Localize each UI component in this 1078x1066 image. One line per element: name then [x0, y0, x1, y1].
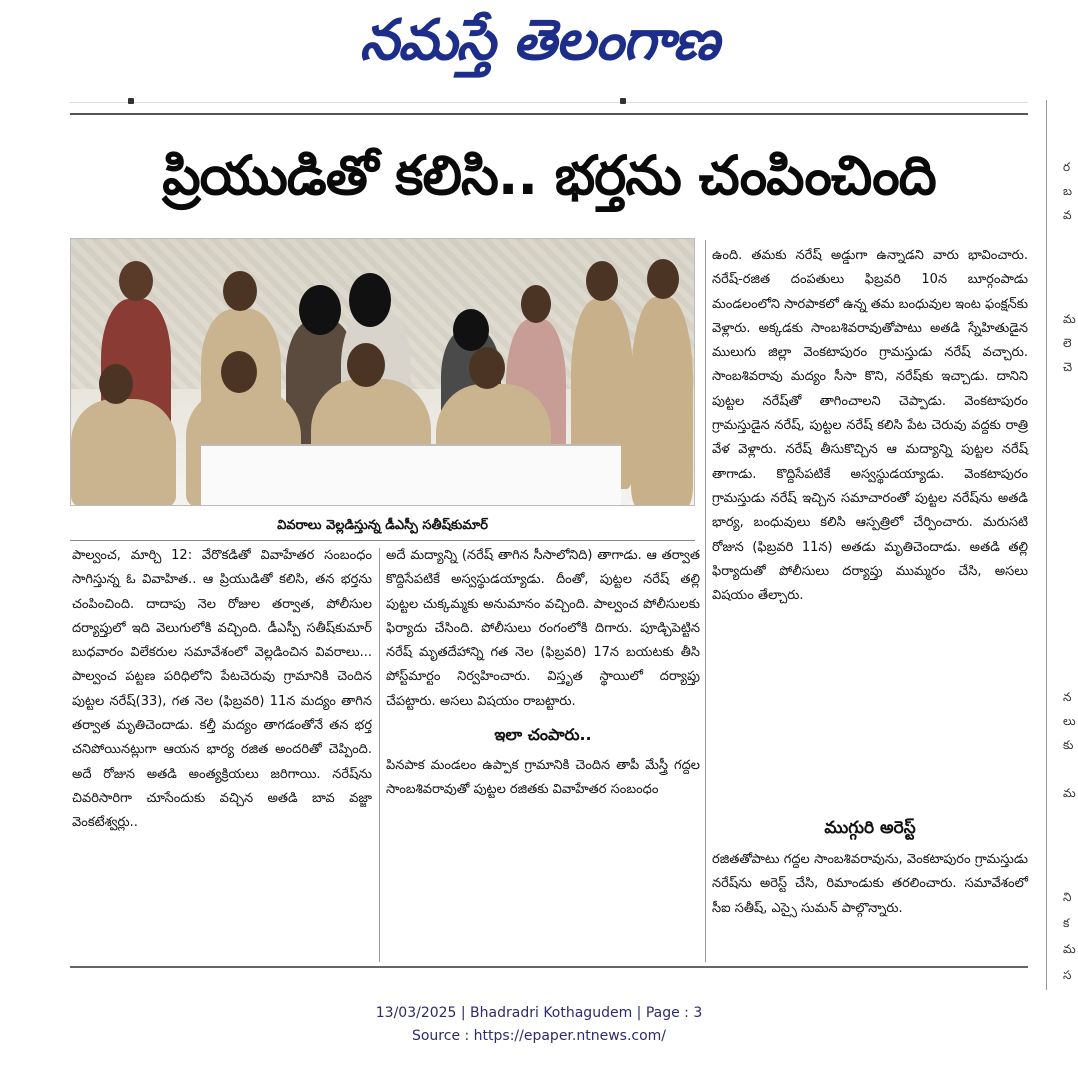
column-marker	[620, 98, 626, 104]
column-divider	[379, 548, 380, 962]
article-paragraph: ఉంది. తమకు నరేష్ అడ్డుగా ఉన్నాడని వారు భావించారు. నరేష్-రజిత దంపతులు ఫిబ్రవరి 10న బూర్గంపాడు మండలంలోని సారపాకలో ఉన్న తమ బంధువుల ఇంట ఫంక్షన్‌కు వెళ్లారు. అక్కడకు సాంబశివరావుతోపాటు అతడి స్నేహితుడైన ములుగు జిల్లా వెంకటాపురం గ్రామస్తుడు నరేష్ వచ్చారు. సాంబశివరావు మద్యం సీసా కొని, నరేష్‌కు ఇచ్చాడు. దానిని పుట్టల నరేష్‌తో తాగించాలని చెప్పాడు. వెంకటాపురం గ్రామస్తుడైన నరేష్, పుట్టల నరేష్ కలిసి పేట చెరువు వద్దకు రాత్రి వేళ వెళ్లారు. నరేష్ తీసుకొచ్చిన ఆ మద్యాన్ని పుట్టల నరేష్ తాగాడు. కొద్దిసేపటికే అస్వస్థుడయ్యాడు. వెంకటాపురం గ్రామస్తుడు నరేష్ ఇచ్చిన సమాచారంతో పుట్టల నరేష్‌ను అతడి భార్య, బంధువులు కలిసి ఆస్పత్రిలో చేర్పించారు. మరుసటి రోజున (ఫిబ్రవరి 11న) అతడు మృతిచెందాడు. అతడి తల్లి ఫిర్యాదుతో పోలీసులు దర్యాప్తు ముమ్మరం చేసి, అసలు విషయం తేల్చారు.	[712, 248, 1028, 604]
caption-divider	[70, 540, 695, 541]
article-paragraph: అదే మద్యాన్ని (నరేష్ తాగిన సీసాలోనిది) తాగాడు. ఆ తర్వాత కొద్దిసేపటికే అస్వస్థుడయ్యాడు. దీంతో, పుట్టల నరేష్ తల్లి పుట్టల చుక్కమ్మకు అనుమానం వచ్చింది. పాల్వంచ పోలీసులకు ఫిర్యాదు చేసింది. పోలీసులు రంగంలోకి దిగారు. పూడ్చిపెట్టిన నరేష్ మృతదేహాన్ని గత నెల (ఫిబ్రవరి) 17న బయటకు తీసి పోస్ట్‌మార్టం నిర్వహించారు. విస్తృత స్థాయిలో దర్యాప్తు చేపట్టారు. అసలు విషయం రాబట్టారు.	[386, 548, 700, 709]
headline: ప్రియుడితో కలిసి.. భర్తను చంపించింది	[162, 144, 936, 207]
adjacent-article-strip: ర బ వ మ లె చె న లు కు మ ని క మ స	[1046, 100, 1078, 990]
article-column-3-continued	[712, 848, 1028, 921]
news-photo	[70, 238, 695, 506]
photo-caption: వివరాలు వెల్లడిస్తున్న డీఎస్పీ సతీష్‌కుమార్	[277, 518, 488, 533]
footer-edition-info: 13/03/2025 | Bhadradri Kothagudem | Page : 3	[375, 1005, 703, 1021]
column-divider	[705, 240, 706, 962]
masthead-logo: నమస్తే తెలంగాణ	[359, 7, 719, 73]
subheading-ila-champaru: ఇలా చంపారు..	[494, 725, 592, 745]
article-column-2	[386, 544, 700, 803]
page-bottom-rule	[70, 966, 1028, 968]
column-marker	[128, 98, 134, 104]
subheading-arrest: ముగ్గురి అరెస్ట్	[824, 818, 916, 838]
masthead-divider-light	[70, 102, 1028, 103]
article-paragraph: పినపాక మండలం ఉప్పాక గ్రామానికి చెందిన తాపీ మేస్త్రీ గద్దల సాంబశివరావుతో పుట్టల రజితకు వివాహేతర సంబంధం	[386, 758, 700, 798]
article-paragraph: పాల్వంచ, మార్చి 12: వేరొకడితో వివాహేతర సంబంధం సాగిస్తున్న ఓ వివాహిత.. ఆ ప్రియుడితో కలిసి, తన భర్తను చంపించింది. దాదాపు నెల రోజుల తర్వాత, పోలీసుల దర్యాప్తులో ఇది వెలుగులోకి వచ్చింది. డీఎస్పీ సతీష్‌కుమార్ బుధవారం విలేకరుల సమావేశంలో వెల్లడించిన వివరాలు... పాల్వంచ పట్టణ పరిధిలోని పేటచెరువు గ్రామానికి చెందిన పుట్టల నరేష్(33), గత నెల (ఫిబ్రవరి) 11న మద్యం తాగిన తర్వాత మృతిచెందాడు. కల్తీ మద్యం తాగడంతోనే తన భర్త చనిపోయినట్లుగా ఆయన భార్య రజిత అందరితో చెప్పింది. అదే రోజున అతడి అంత్యక్రియలు జరిగాయి. నరేష్‌ను చివరిసారిగా చూసేందుకు వచ్చిన అతడి బావ వజ్జా వెంకటేశ్వర్లు..	[72, 548, 372, 831]
article-paragraph: రజితతోపాటు గద్దల సాంబశివరావును, వెంకటాపురం గ్రామస్తుడు నరేష్‌ను అరెస్ట్ చేసి, రిమాండుకు తరలించారు. సమావేశంలో సీఐ సతీష్, ఎస్సై సుమన్ పాల్గొన్నారు.	[712, 852, 1028, 916]
footer-source-link[interactable]: Source : https://epaper.ntnews.com/	[411, 1028, 667, 1044]
masthead-divider	[70, 113, 1028, 115]
article-column-1	[72, 544, 372, 836]
article-column-3	[712, 244, 1028, 608]
